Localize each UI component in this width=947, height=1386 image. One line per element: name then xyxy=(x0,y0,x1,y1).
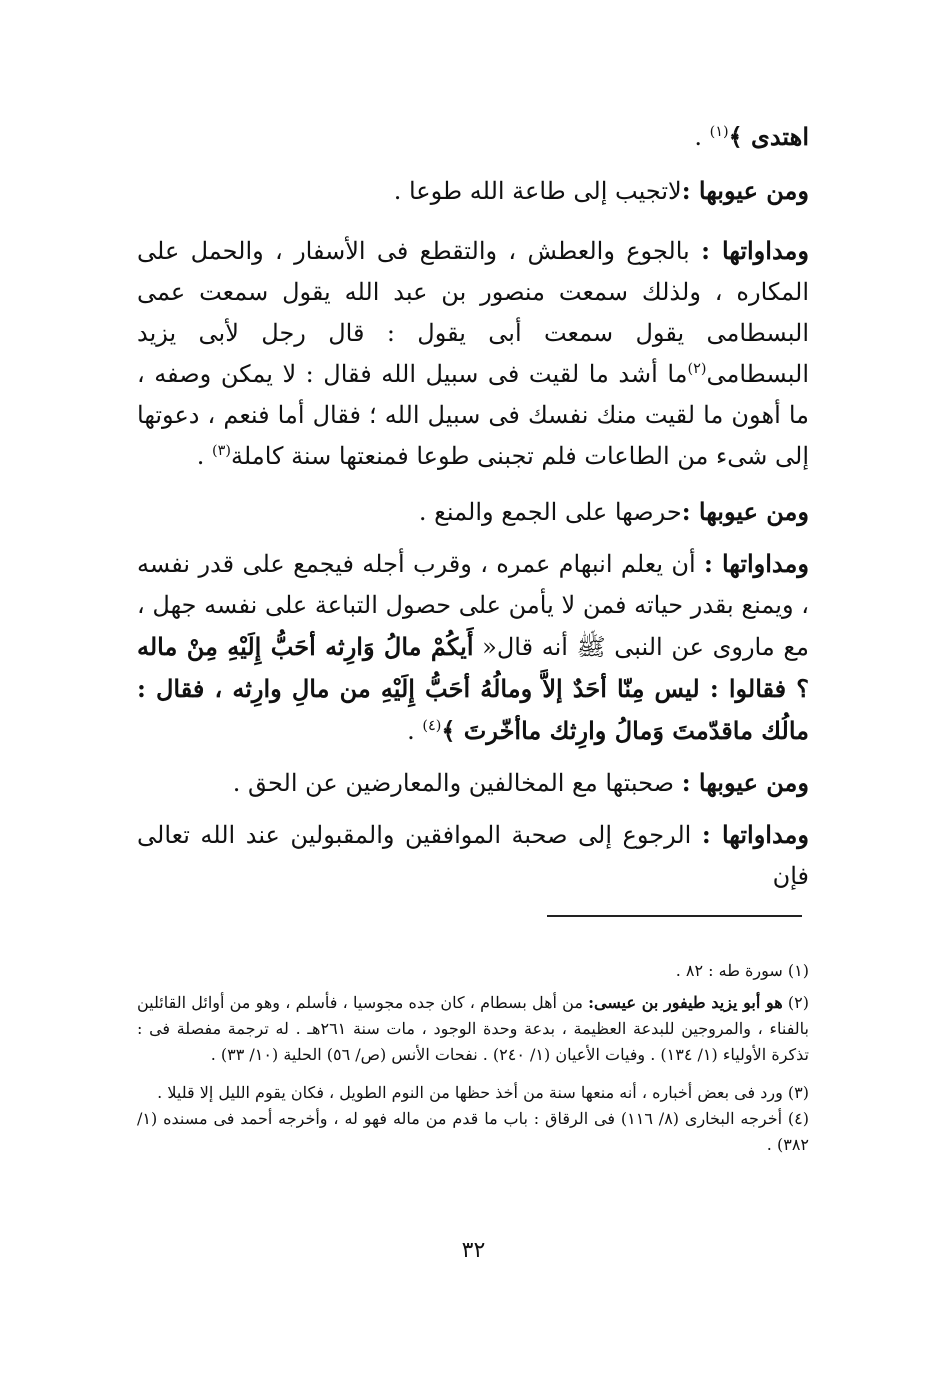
paragraph-defect-3 xyxy=(137,762,809,804)
paragraph-remedy-3 xyxy=(137,814,809,897)
paragraph-text: أن يعلم انبهام عمره ، وقرب أجله فيجمع على قدر نفسه ، ويمنع بقدر حياته فمن لا يأمن على حصول التباعة على نفسه جهل ، مع ماروى عن النبى ﷺ أنه قال« xyxy=(137,550,809,661)
footnote-2-number: (٢) xyxy=(782,993,810,1012)
paragraph-defect-1 xyxy=(137,170,809,212)
footnote-4: (٤) أخرجه البخارى (٨/ ١١٦) فى الرقاق : باب ما قدم من ماله فهو له ، وأخرجه أحمد فى مسنده (١/ ٣٨٢) . xyxy=(137,1109,809,1154)
footnote-separator xyxy=(547,915,802,917)
paragraph-remedy-2 xyxy=(137,543,809,752)
paragraph-remedy-1 xyxy=(137,230,809,477)
hadith-quote: أَيكُمْ مالُ وَارِثه أحَبُّ إِلَيْهِ مِنْ ماله ؟ فقالوا : ليس مِنّا أحَدٌ إلاَّ ومالُهُ أحَبُّ إِلَيْهِ من مالِ وارِثه ، فقال : مالُك ماقدّمتَ وَمالُ وارِثك ماأخّرتَ ﴾ xyxy=(137,632,809,745)
paragraph-text: صحبتها مع المخالفين والمعارضين عن الحق . xyxy=(232,769,682,797)
paragraph-text: حرصها على الجمع والمنع . xyxy=(418,498,682,526)
footnote-2-text: من أهل بسطام ، كان جده مجوسيا ، فأسلم ، وهو من أوائل القائلين بالفناء ، والمروجين للبدعة العظيمة ، بدعة وحدة الوجود ، مات سنة ٢٦١هـ . له ترجمة مفصلة فى : تذكرة الأولياء (١/ ١٣٤) . وفيات الأعيان (١/ ٢٤٠) . نفحات الأنس (ص/ ٥٦) الحلية (١٠/ ٣٣) . xyxy=(137,993,809,1064)
paragraph-text: الرجوع إلى صحبة الموافقين والمقبولين عند الله تعالى فإن xyxy=(137,821,809,890)
footnotes xyxy=(137,958,809,1158)
footnote-ref-2: (٢) xyxy=(687,361,707,377)
page-number: ٣٢ xyxy=(461,1238,486,1263)
footnote-ref-1: (١) xyxy=(709,124,729,140)
footnote-ref-3: (٣) xyxy=(212,443,232,459)
paragraph-end: . xyxy=(407,717,423,745)
main-text xyxy=(137,116,809,897)
paragraph-heading: ومداواتها : xyxy=(701,820,809,849)
paragraph-text: لاتجيب إلى طاعة الله طوعا . xyxy=(393,177,682,205)
paragraph-heading: ومن عيوبها : xyxy=(681,768,809,797)
paragraph-end: . xyxy=(196,442,213,470)
footnote-1: (١) سورة طه : ٨٢ . xyxy=(675,961,809,980)
footnote-2-name: هو أبو يزيد طيفور بن عيسى: xyxy=(588,993,783,1012)
paragraph-text-continued: ما أشد ما لقيت فى سبيل الله فقال : لا يمكن وصفه ، ما أهون ما لقيت منك نفسك فى سبيل الله ؛ فقال أما فنعم ، دعوتها إلى شىء من الطاعات فلم تجبنى طوعا فمنعتها سنة كاملة xyxy=(137,360,809,470)
paragraph-heading: ومداواتها : xyxy=(701,236,809,265)
verse-ending-rest: . xyxy=(694,123,710,151)
paragraph-heading: ومداواتها : xyxy=(704,549,809,578)
footnote-2 xyxy=(137,990,809,1068)
verse-ending: اهتدى ﴾ xyxy=(728,122,809,151)
paragraph-heading: ومن عيوبها : xyxy=(681,497,809,526)
paragraph-text: بالجوع والعطش ، والتقطع فى الأسفار ، والحمل على المكاره ، ولذلك سمعت منصور بن عبد الله يقول سمعت عمى البسطامى يقول سمعت أبى يقول : قال رجل لأبى يزيد البسطامى xyxy=(137,237,809,388)
footnote-ref-4: (٤) xyxy=(422,718,442,734)
paragraph-defect-2 xyxy=(137,491,809,533)
footnote-3: (٣) ورد فى بعض أخباره ، أنه منعها سنة من أخذ حظها من النوم الطويل ، فكان يقوم الليل إلا قليلا . xyxy=(157,1083,809,1102)
verse-ending-line xyxy=(137,116,809,158)
paragraph-heading: ومن عيوبها : xyxy=(681,176,809,205)
